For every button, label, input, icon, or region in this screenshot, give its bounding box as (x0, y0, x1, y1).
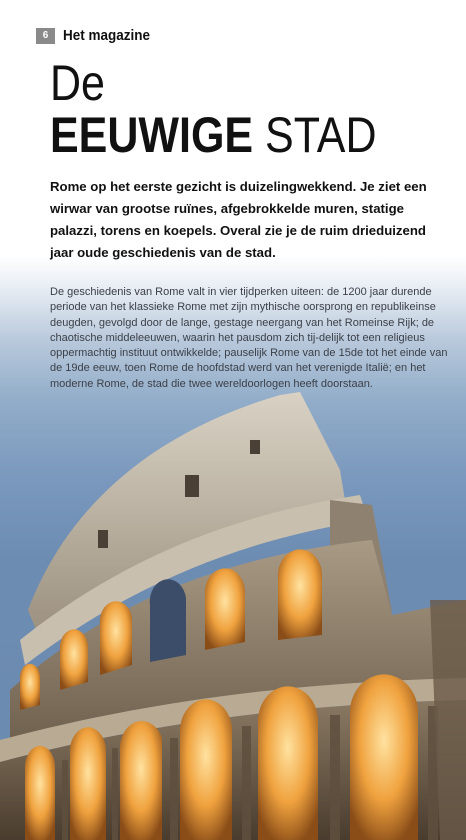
section-title: Het magazine (63, 27, 151, 44)
headline-light-word: STAD (265, 107, 377, 163)
lead-paragraph: Rome op het eerste gezicht is duizelingwekkend. Je ziet een wirwar van grootse ruïnes, afgebrokkelde muren, statige palazzi, torens en koepels. Overal zie je de ruim drieduizend jaar oude geschiedenis van de stad. (50, 179, 427, 260)
headline-line-1: De (50, 55, 105, 111)
page-number-badge: 6 (36, 28, 55, 44)
colosseum-photo (0, 380, 466, 840)
body-paragraph: De geschiedenis van Rome valt in vier tijdperken uiteen: de 1200 jaar durende periode van het klassieke Rome met zijn mythische oorsprong en republikeinse deugden, gevolgd door de lange, gestage neergang van het Romeinse Rijk; de chaotische middeleeuwen, waarin het pausdom zich tij-delijk tot een religieus oppermachtig instituut ontwikkelde; pauselijk Rome van de 15de tot het einde van de 19de eeuw, toen Rome de hoofdstad werd van het verenigde Italië; en het moderne Rome, de stad die twee wereldoorlogen heeft doorstaan. (50, 286, 448, 390)
dark-arch (150, 579, 186, 662)
far-left-arch (20, 664, 40, 710)
headline-line-2 (50, 107, 377, 163)
page-header (36, 27, 160, 44)
headline-strong-word: EEUWIGE (50, 107, 254, 163)
